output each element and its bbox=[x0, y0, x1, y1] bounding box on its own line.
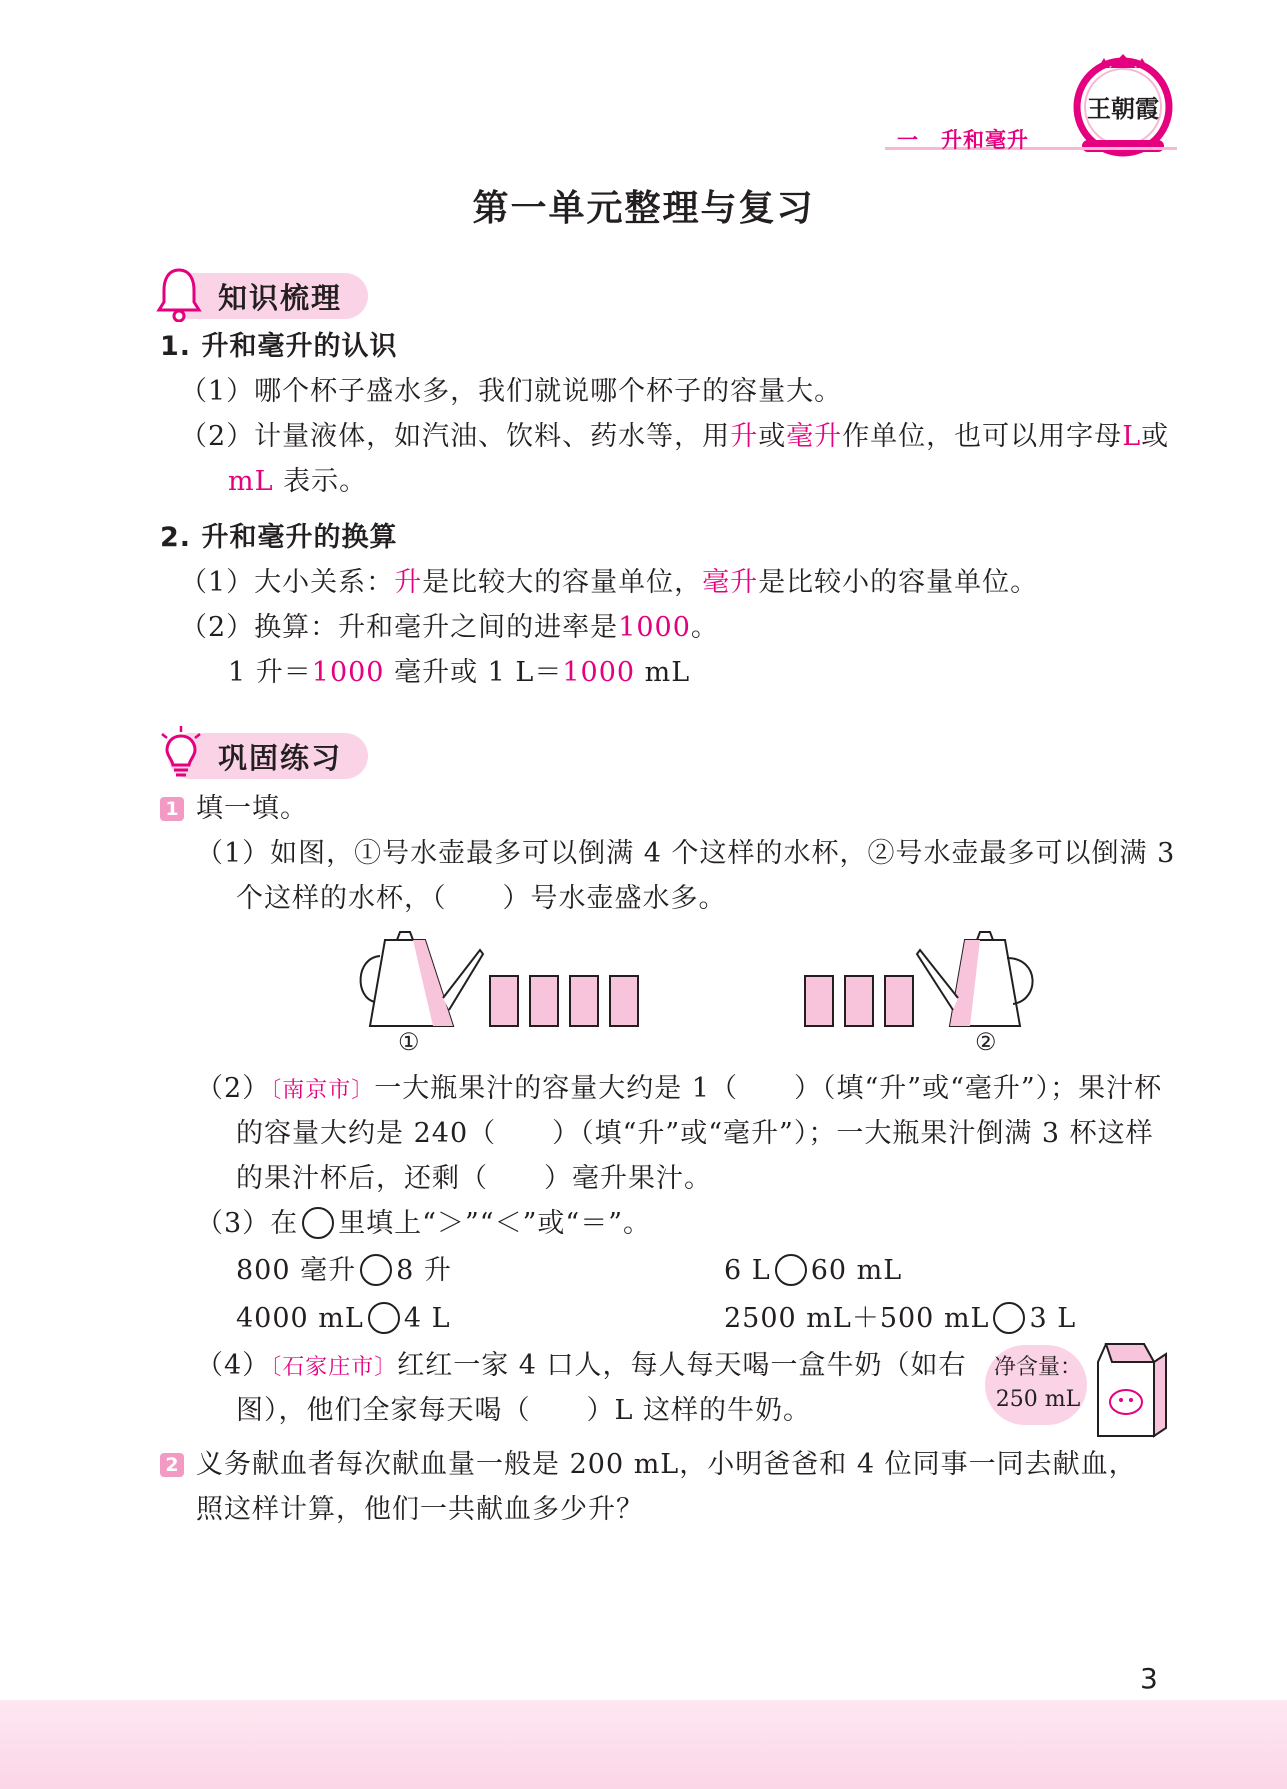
kettle-2 bbox=[917, 932, 1033, 1026]
kettle-cups-figure bbox=[355, 928, 1055, 1028]
milk-label-line: 250 mL bbox=[995, 1387, 1081, 1412]
page-title: 第一单元整理与复习 bbox=[472, 188, 815, 229]
answer-circle[interactable] bbox=[775, 1254, 807, 1286]
question-1-4-text: （4）〔石家庄市〕红红一家 4 口人，每人每天喝一盒牛奶（如右 bbox=[196, 1350, 967, 1381]
page-number: 3 bbox=[1140, 1662, 1158, 1695]
answer-circle[interactable] bbox=[993, 1302, 1025, 1334]
answer-circle[interactable] bbox=[368, 1302, 400, 1334]
subsection-title-2: 2. 升和毫升的换算 bbox=[160, 522, 398, 553]
knowledge-line: （2）换算：升和毫升之间的进率是1000。 bbox=[180, 612, 719, 643]
milk-net-content bbox=[992, 1352, 1084, 1416]
chapter-label: 一 升和毫升 bbox=[897, 128, 1029, 152]
question-number-badge: 1 bbox=[160, 797, 184, 821]
knowledge-line: （1）哪个杯子盛水多，我们就说哪个杯子的容量大。 bbox=[180, 376, 843, 407]
comparison-item: 6 L 60 mL bbox=[724, 1255, 903, 1286]
knowledge-line: （1）大小关系：升是比较大的容量单位，毫升是比较小的容量单位。 bbox=[180, 567, 1039, 598]
compare-circle-icon bbox=[302, 1207, 334, 1239]
publisher-logo bbox=[1068, 52, 1178, 162]
comparison-item: 800 毫升 8 升 bbox=[236, 1255, 452, 1286]
question-2-text: 义务献血者每次献血量一般是 200 mL，小明爸爸和 4 位同事一同去献血， bbox=[196, 1449, 1137, 1480]
question-1-2-text: （2）〔南京市〕一大瓶果汁的容量大约是 1（ ）（填“升”或“毫升”）；果汁杯 bbox=[196, 1073, 1163, 1104]
lightbulb-icon bbox=[156, 724, 206, 782]
comparison-item: 2500 mL＋500 mL 3 L bbox=[724, 1303, 1077, 1334]
comparison-item: 4000 mL 4 L bbox=[236, 1303, 451, 1334]
kettle-1 bbox=[361, 932, 483, 1026]
footer-band bbox=[0, 1700, 1287, 1789]
milk-label-line: 净含量： bbox=[993, 1355, 1082, 1380]
section-title-knowledge: 知识梳理 bbox=[218, 281, 343, 315]
figure-label-1: ① bbox=[398, 1028, 420, 1056]
question-2-text: 照这样计算，他们一共献血多少升？ bbox=[196, 1494, 644, 1525]
question-1-1-text: 个这样的水杯，（ ）号水壶盛水多。 bbox=[236, 883, 727, 914]
section-title-practice: 巩固练习 bbox=[218, 741, 343, 775]
question-1-3-text: （3）在 里填上“＞”“＜”或“＝”。 bbox=[196, 1208, 652, 1239]
figure-label-2: ② bbox=[975, 1028, 997, 1056]
question-1-4-text: 图），他们全家每天喝（ ）L 这样的牛奶。 bbox=[236, 1395, 812, 1426]
logo-text: 王朝霞 bbox=[1087, 94, 1159, 123]
knowledge-line: mL 表示。 bbox=[228, 466, 368, 497]
question-1-title: 填一填。 bbox=[196, 793, 308, 824]
milk-carton-icon bbox=[1092, 1340, 1170, 1440]
question-1-2-text: 的容量大约是 240（ ）（填“升”或“毫升”）；一大瓶果汁倒满 3 杯这样 bbox=[236, 1118, 1154, 1149]
cups-group-1 bbox=[490, 976, 638, 1026]
question-1-1-text: （1）如图，①号水壶最多可以倒满 4 个这样的水杯，②号水壶最多可以倒满 3 bbox=[196, 838, 1176, 869]
knowledge-line: （2）计量液体，如汽油、饮料、药水等，用升或毫升作单位，也可以用字母L或 bbox=[180, 421, 1170, 452]
subsection-title-1: 1. 升和毫升的认识 bbox=[160, 331, 398, 362]
cups-group-2 bbox=[805, 976, 913, 1026]
question-1-2-text: 的果汁杯后，还剩（ ）毫升果汁。 bbox=[236, 1163, 712, 1194]
bell-icon bbox=[156, 266, 202, 322]
knowledge-line: 1 升＝1000 毫升或 1 L＝1000 mL bbox=[228, 657, 691, 688]
answer-circle[interactable] bbox=[360, 1254, 392, 1286]
question-number-badge: 2 bbox=[160, 1453, 184, 1477]
